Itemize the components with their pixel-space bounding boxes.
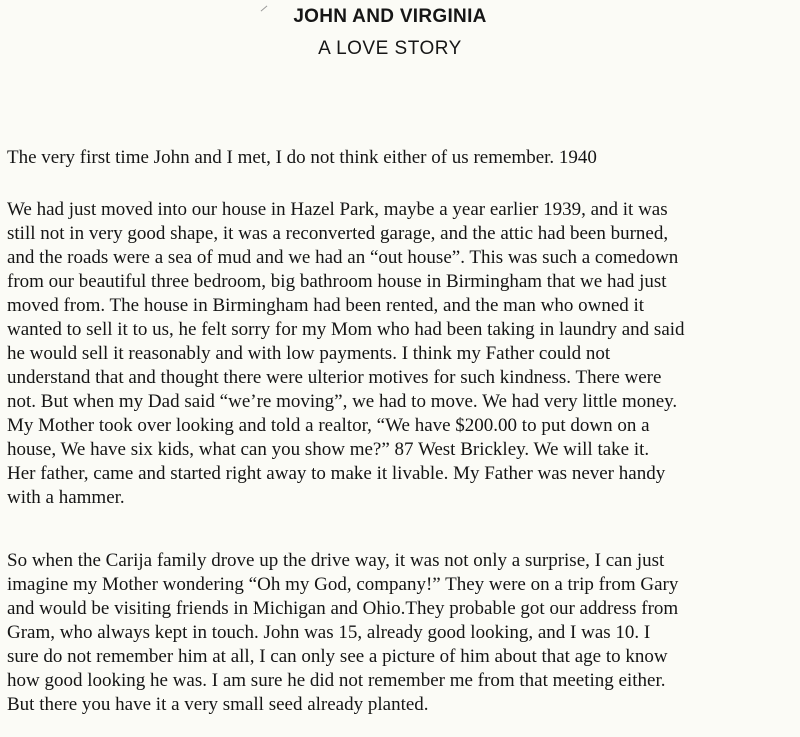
text-line: from our beautiful three bedroom, big bathroom house in Birmingham that we had just xyxy=(7,271,667,292)
text-line: wanted to sell it to us, he felt sorry for my Mom who had been taking in laundry and said xyxy=(7,319,685,340)
text-line: My Mother took over looking and told a realtor, “We have $200.00 to put down on a xyxy=(7,415,650,436)
text-line: But there you have it a very small seed already planted. xyxy=(7,694,429,715)
text-line: moved from. The house in Birmingham had been rented, and the man who owned it xyxy=(7,295,645,316)
text-line: We had just moved into our house in Hazel Park, maybe a year earlier 1939, and it was xyxy=(7,199,668,220)
text-line: The very first time John and I met, I do not think either of us remember. 1940 xyxy=(7,147,597,168)
text-line: and the roads were a sea of mud and we had an “out house”. This was such a comedown xyxy=(7,247,679,268)
text-line: house, We have six kids, what can you show me?” 87 West Brickley. We will take it. xyxy=(7,439,650,460)
paragraph-1 xyxy=(7,146,797,170)
text-line: sure do not remember him at all, I can only see a picture of him about that age to know xyxy=(7,646,668,667)
text-line: with a hammer. xyxy=(7,487,125,508)
text-line: understand that and thought there were ulterior motives for such kindness. There were xyxy=(7,367,662,388)
text-line: still not in very good shape, it was a reconverted garage, and the attic had been burned, xyxy=(7,223,669,244)
text-line: imagine my Mother wondering “Oh my God, company!” They were on a trip from Gary xyxy=(7,574,679,595)
text-line: So when the Carija family drove up the drive way, it was not only a surprise, I can just xyxy=(7,550,665,571)
text-line: how good looking he was. I am sure he did not remember me from that meeting either. xyxy=(7,670,666,691)
paragraph-3 xyxy=(7,549,797,717)
document-subtitle: A LOVE STORY xyxy=(318,38,462,59)
text-line: he would sell it reasonably and with low payments. I think my Father could not xyxy=(7,343,611,364)
document-title: JOHN AND VIRGINIA xyxy=(293,6,487,27)
paragraph-2 xyxy=(7,198,797,510)
text-line: Her father, came and started right away to make it livable. My Father was never handy xyxy=(7,463,666,484)
text-line: and would be visiting friends in Michigan and Ohio.They probable got our address from xyxy=(7,598,679,619)
text-line: not. But when my Dad said “we’re moving”, we had to move. We had very little money. xyxy=(7,391,678,412)
text-line: Gram, who always kept in touch. John was 15, already good looking, and I was 10. I xyxy=(7,622,651,643)
